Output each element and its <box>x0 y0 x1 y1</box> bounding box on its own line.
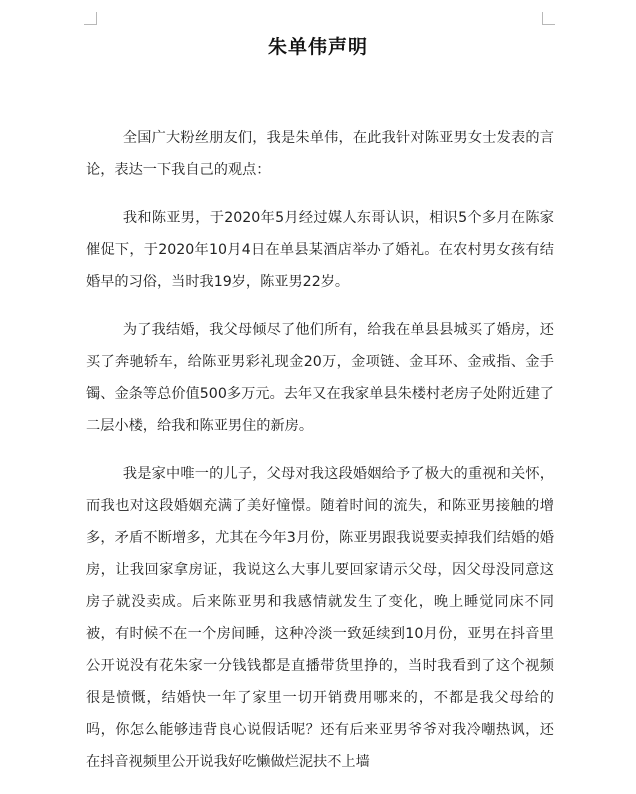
document-body <box>86 122 554 794</box>
paragraph-acquaintance: 我和陈亚男，于2020年5月经过媒人东哥认识，相识5个多月在陈家催促下，于2020年10月4日在单县某酒店举办了婚礼。在农村男女孩有结婚早的习俗，当时我19岁，陈亚男22岁。 <box>86 210 554 290</box>
document-title: 朱单伟声明 <box>267 36 368 58</box>
paragraph-marriage-gifts: 为了我结婚，我父母倾尽了他们所有，给我在单县县城买了婚房，还买了奔驰轿车，给陈亚男彩礼现金20万，金项链、金耳环、金戒指、金手镯、金条等总价值500多万元。去年又在我家单县朱楼村老房子处附近建了二层小楼，给我和陈亚男住的新房。 <box>86 322 554 434</box>
crop-mark-top-right <box>542 12 555 25</box>
crop-mark-top-left <box>84 12 97 25</box>
paragraph-greeting: 全国广大粉丝朋友们，我是朱单伟，在此我针对陈亚男女士发表的言论，表达一下我自己的观点： <box>86 130 554 178</box>
paragraph-conflict: 我是家中唯一的儿子，父母对我这段婚姻给予了极大的重视和关怀，而我也对这段婚姻充满了美好憧憬。随着时间的流失，和陈亚男接触的增多，矛盾不断增多，尤其在今年3月份，陈亚男跟我说要卖掉我们结婚的婚房，让我回家拿房证，我说这么大事儿要回家请示父母，因父母没同意这房子就没卖成。后来陈亚男和我感情就发生了变化，晚上睡觉同床不同被，有时候不在一个房间睡，这种冷淡一致延续到10月份，亚男在抖音里公开说没有花朱家一分钱钱都是直播带货里挣的，当时我看到了这个视频很是愤慨，结婚快一年了家里一切开销费用哪来的，不都是我父母给的吗，你怎么能够违背良心说假话呢？还有后来亚男爷爷对我冷嘲热讽，还在抖音视频里公开说我好吃懒做烂泥扶不上墙 <box>86 466 554 770</box>
